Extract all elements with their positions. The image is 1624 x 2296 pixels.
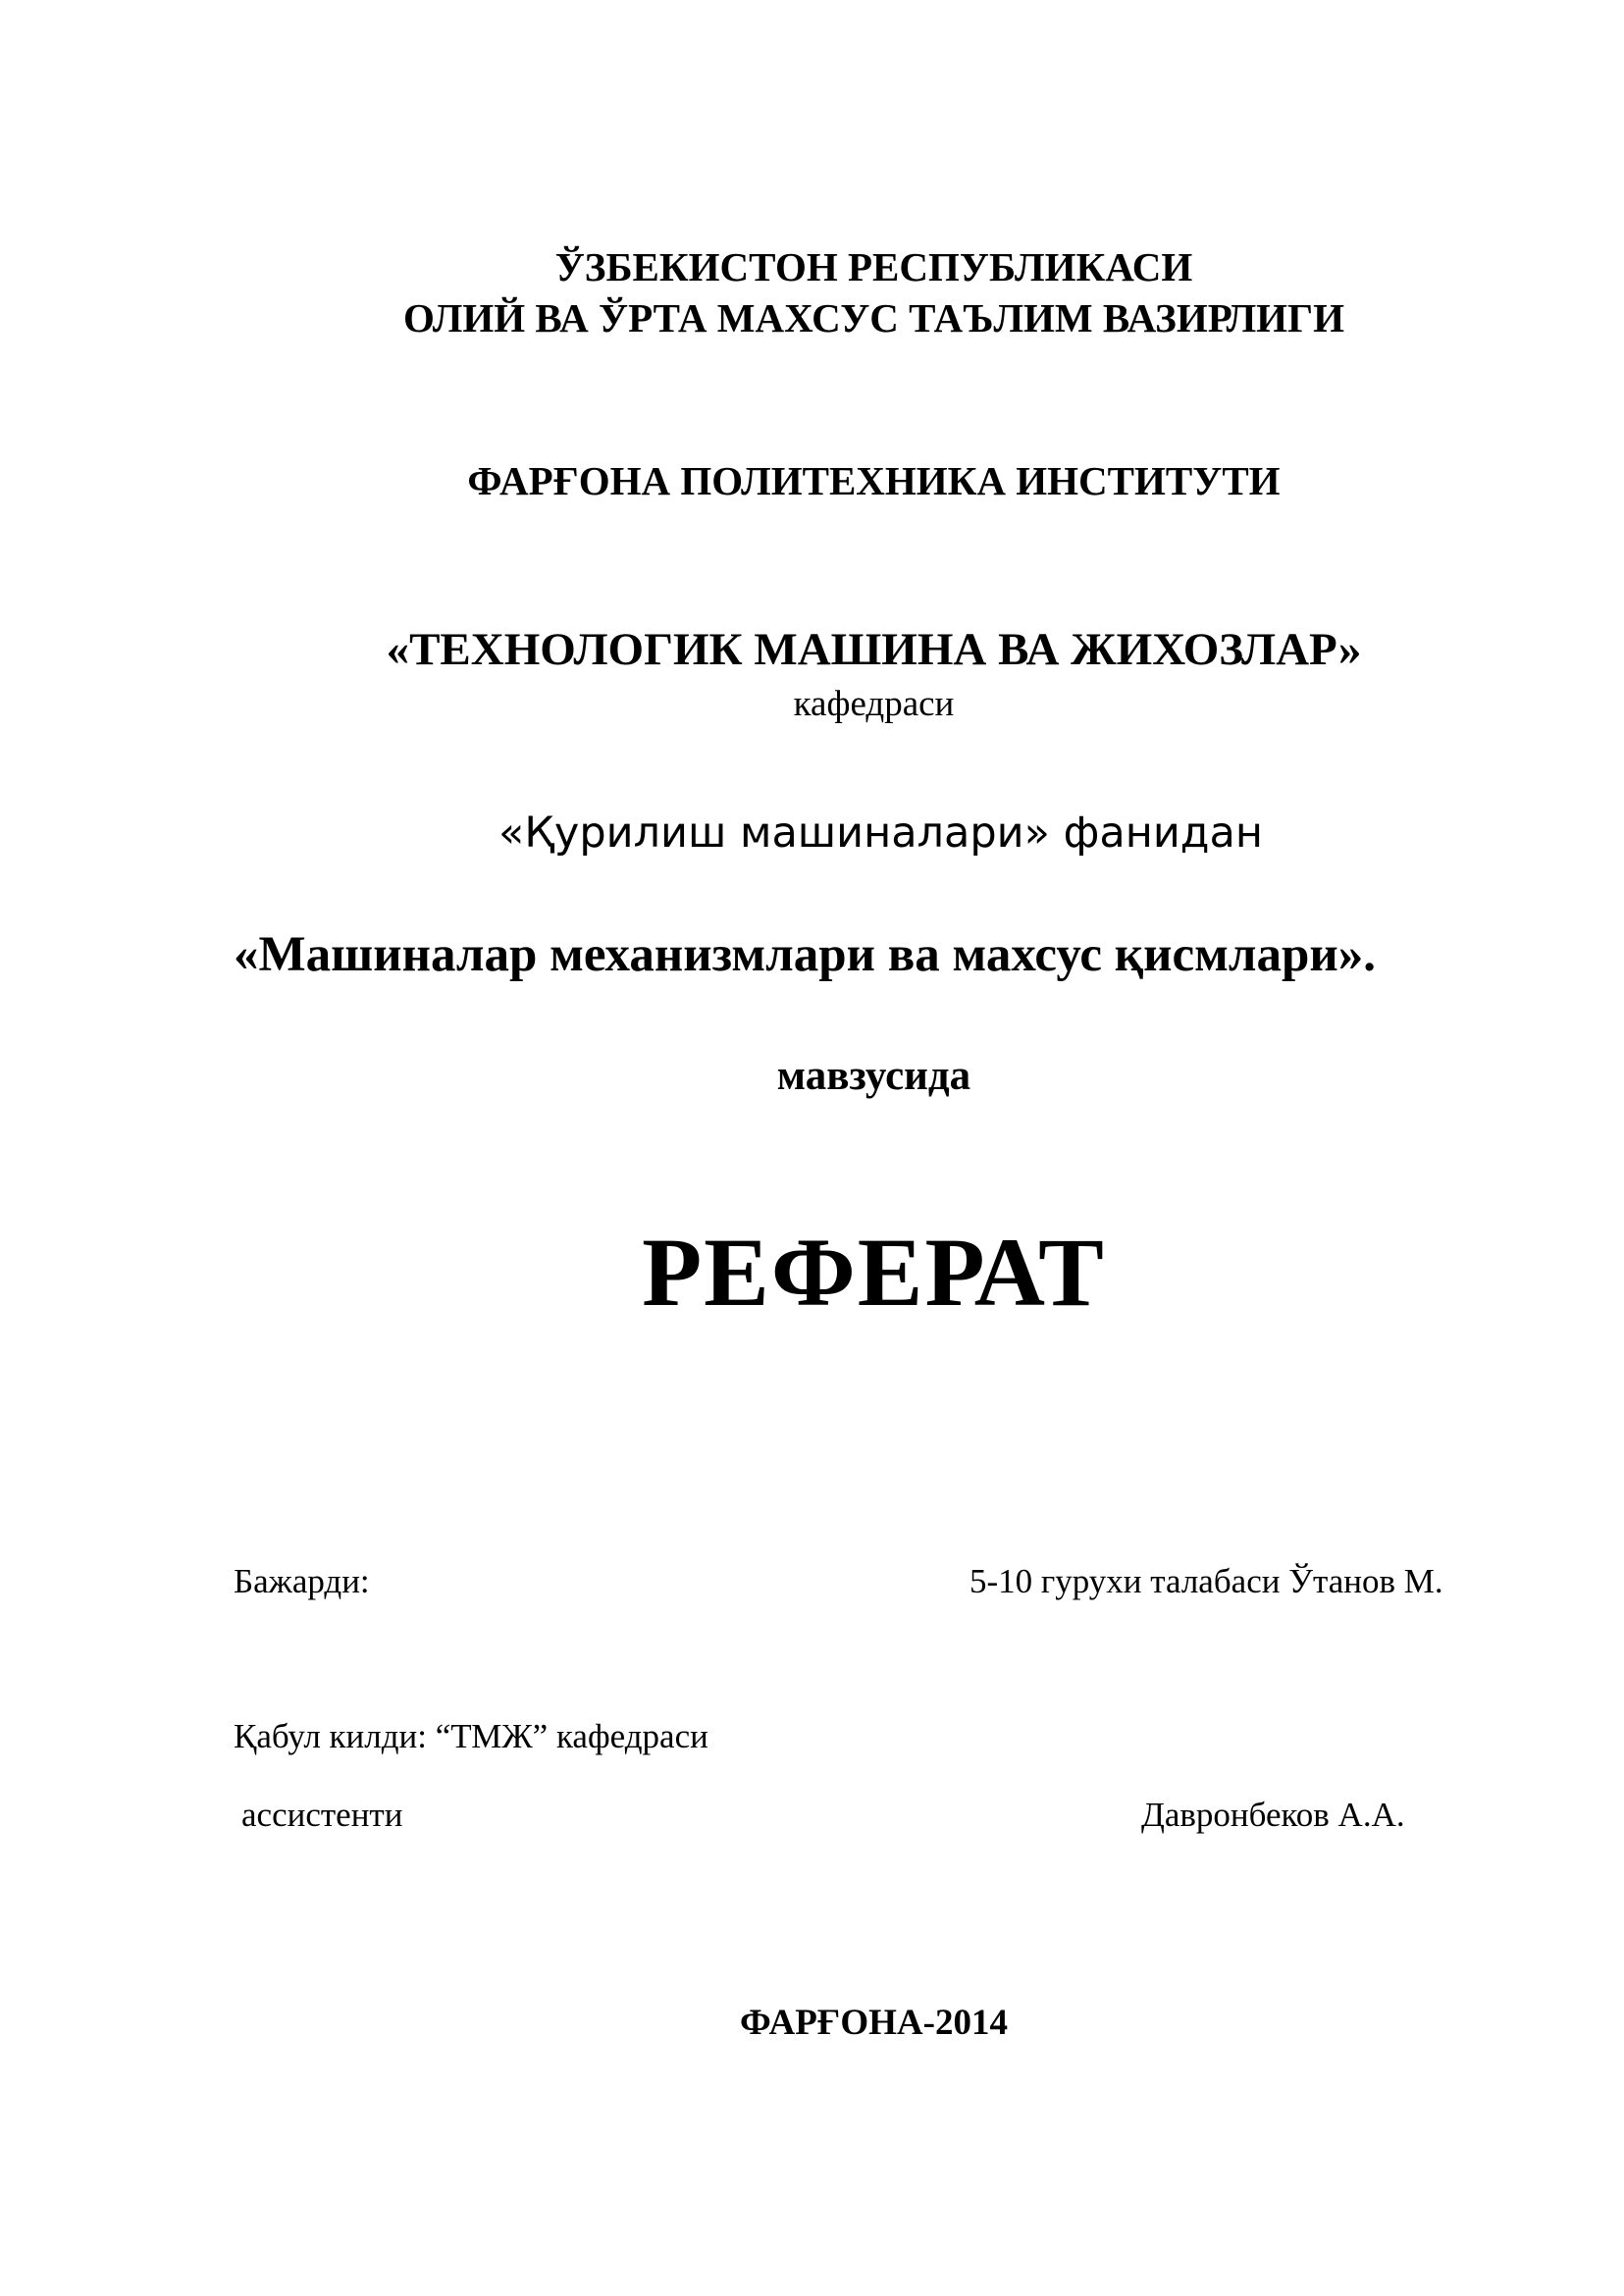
ministry-heading: ОЛИЙ ВА ЎРТА МАХСУС ТАЪЛИМ ВАЗИРЛИГИ [402,295,1345,340]
accepted-by-label: Қабул килди: “ТМЖ” кафедраси [234,1717,708,1755]
assistant-label: ассистенти [241,1796,403,1834]
performed-by-value: 5-10 гурухи талабаси Ўтанов М. [969,1562,1443,1600]
assistant-name: Давронбеков А.А. [1141,1796,1405,1834]
institute-heading: ФАРҒОНА ПОЛИТЕХНИКА ИНСТИТУТИ [467,458,1281,503]
topic-title: «Машиналар механизмлари ва махсус қисмлари». [234,927,1376,982]
performed-by-label: Бажарди: [234,1562,370,1600]
subject-line: «Қурилиш машиналари» фанидан [498,809,1263,858]
footer-city-year: ФАРҒОНА-2014 [740,2003,1008,2043]
department-suffix: кафедраси [793,684,955,724]
topic-suffix: мавзусида [776,1053,971,1099]
department-name: «ТЕХНОЛОГИК МАШИНА ВА ЖИХОЗЛАР» [386,624,1362,675]
document-type-title: РЕФЕРАТ [642,1218,1106,1327]
country-heading: ЎЗБЕКИСТОН РЕСПУБЛИКАСИ [554,244,1193,289]
